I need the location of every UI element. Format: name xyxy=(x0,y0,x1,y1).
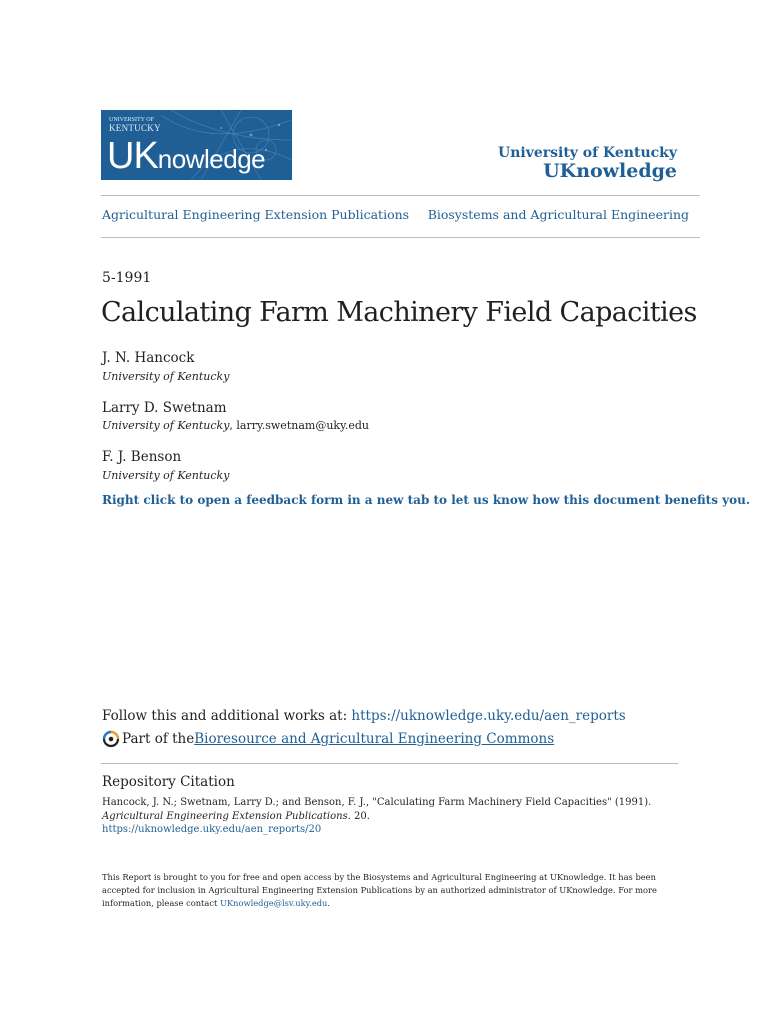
logo-kentucky-text: KENTUCKY xyxy=(109,123,161,133)
publication-date: 5-1991 xyxy=(102,270,152,286)
author-affiliation: University of Kentucky xyxy=(102,419,230,432)
author-affiliation: University of Kentucky xyxy=(102,469,230,482)
contact-email-link[interactable]: UKnowledge@lsv.uky.edu xyxy=(219,898,328,908)
divider-top xyxy=(101,195,700,196)
logo-wordmark: UKnowledge xyxy=(107,135,266,177)
author-affiliation-line: University of Kentucky, larry.swetnam@uky.edu xyxy=(102,419,369,432)
author-email[interactable]: larry.swetnam@uky.edu xyxy=(236,419,369,432)
citation-heading: Repository Citation xyxy=(102,774,235,790)
divider-citation xyxy=(101,763,678,764)
commons-network-icon xyxy=(102,730,120,748)
follow-prefix: Follow this and additional works at: xyxy=(102,708,352,724)
feedback-link[interactable]: Right click to open a feedback form in a new tab to let us know how this document benefits you. xyxy=(102,493,751,507)
uknowledge-logo xyxy=(101,110,292,180)
author-name: Larry D. Swetnam xyxy=(102,400,227,416)
commons-link[interactable]: Bioresource and Agricultural Engineering Commons xyxy=(194,731,555,747)
follow-url-link[interactable]: https://uknowledge.uky.edu/aen_reports xyxy=(351,708,626,724)
author-name: F. J. Benson xyxy=(102,449,182,465)
logo-university-text: UNIVERSITY OF xyxy=(109,117,154,123)
footer-notice: This Report is brought to you for free and open access by the Biosystems and Agricultural Engineering at UKnowledge. It has been accepted for inclusion in Agricultural Engineering Extension Publications by an authorized administrator of UKnowledge. For more information, please contact UKnowledge@lsv.uky.edu. xyxy=(102,872,657,908)
citation-text: Hancock, J. N.; Swetnam, Larry D.; and Benson, F. J., "Calculating Farm Machinery Field Capacities" (1991). Agricultural Engineering Extension Publications. 20. xyxy=(102,797,652,822)
header-repository: UKnowledge xyxy=(543,160,677,182)
citation-url-link[interactable]: https://uknowledge.uky.edu/aen_reports/20 xyxy=(102,824,322,835)
citation-series: Agricultural Engineering Extension Publications xyxy=(102,810,348,822)
author-affiliation: University of Kentucky xyxy=(102,370,230,383)
part-of-line xyxy=(102,730,554,748)
nav-link-department[interactable]: Biosystems and Agricultural Engineering xyxy=(427,207,689,222)
document-title: Calculating Farm Machinery Field Capacities xyxy=(101,297,697,328)
part-of-prefix: Part of the xyxy=(122,731,195,747)
nav-link-extension-publications[interactable]: Agricultural Engineering Extension Publications xyxy=(102,207,410,222)
divider-nav xyxy=(101,237,700,238)
author-name: J. N. Hancock xyxy=(102,350,195,366)
follow-line xyxy=(102,708,626,724)
header-university: University of Kentucky xyxy=(498,145,677,161)
